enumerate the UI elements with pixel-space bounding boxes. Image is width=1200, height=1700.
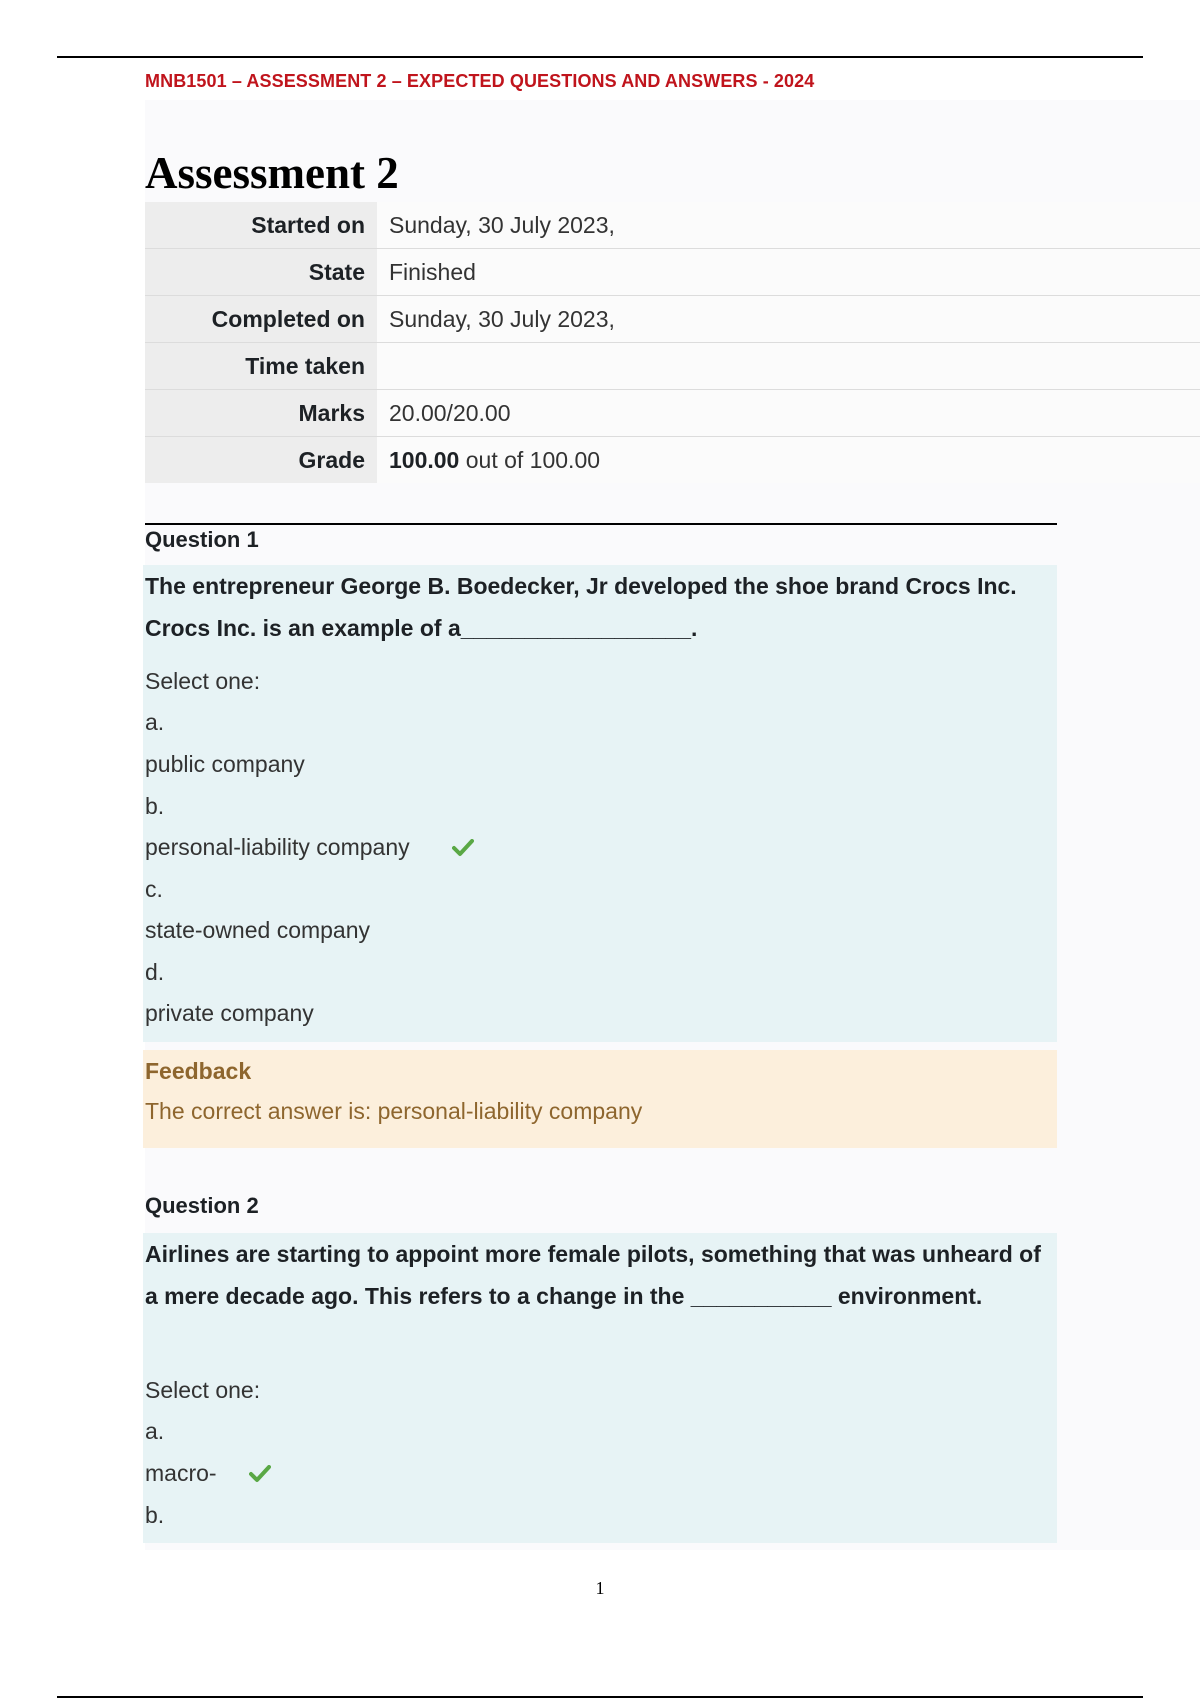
question-1-option-c[interactable]: state-owned company <box>145 917 371 943</box>
question-2-box <box>143 1233 1057 1543</box>
state-value: Finished <box>377 249 1200 295</box>
feedback-title: Feedback <box>145 1058 252 1084</box>
grade-value <box>377 437 1200 483</box>
summary-row-started <box>145 202 1200 249</box>
question-2-option-a-letter: a. <box>145 1418 165 1444</box>
question-1-feedback <box>143 1050 1057 1148</box>
top-rule <box>57 56 1143 58</box>
question-2-text: Airlines are starting to appoint more female pilots, something that was unheard of a mere decade ago. This refers to a change in the ___________ environment. <box>145 1241 1041 1309</box>
page-title: Assessment 2 <box>145 148 399 198</box>
question-1-rule <box>145 523 1057 525</box>
time-taken-value <box>377 343 1200 389</box>
started-on-label: Started on <box>145 202 377 248</box>
grade-label: Grade <box>145 437 377 483</box>
question-1-text: The entrepreneur George B. Boedecker, Jr developed the shoe brand Crocs Inc. Crocs Inc. is an example of a__________________. <box>145 573 1017 641</box>
question-1-option-d-letter: d. <box>145 959 165 985</box>
question-1-box <box>143 565 1057 1042</box>
question-2-option-a[interactable]: macro- <box>145 1460 217 1486</box>
question-1-option-d[interactable]: private company <box>145 1000 314 1026</box>
attempt-summary-table <box>145 202 1200 483</box>
bottom-rule <box>57 1696 1143 1698</box>
question-1-option-a[interactable]: public company <box>145 751 305 777</box>
marks-value: 20.00/20.00 <box>377 390 1200 436</box>
question-1-option-a-letter: a. <box>145 709 165 735</box>
feedback-text: The correct answer is: personal-liability company <box>145 1098 643 1124</box>
correct-check-icon <box>452 839 474 857</box>
correct-check-icon <box>249 1465 271 1483</box>
summary-row-marks <box>145 390 1200 437</box>
summary-row-state <box>145 249 1200 296</box>
question-2-heading: Question 2 <box>145 1193 259 1218</box>
started-on-value: Sunday, 30 July 2023, <box>377 202 1200 248</box>
question-1-option-c-letter: c. <box>145 876 163 902</box>
grade-out-of: out of 100.00 <box>459 447 601 473</box>
completed-on-value: Sunday, 30 July 2023, <box>377 296 1200 342</box>
time-taken-label: Time taken <box>145 343 377 389</box>
question-1-option-b-letter: b. <box>145 793 165 819</box>
grade-score: 100.00 <box>389 447 460 473</box>
document-header: MNB1501 – ASSESSMENT 2 – EXPECTED QUESTIONS AND ANSWERS - 2024 <box>145 71 815 91</box>
question-2-select-label: Select one: <box>145 1377 261 1403</box>
marks-label: Marks <box>145 390 377 436</box>
question-2-option-b-letter: b. <box>145 1502 165 1528</box>
state-label: State <box>145 249 377 295</box>
question-1-select-label: Select one: <box>145 668 261 694</box>
completed-on-label: Completed on <box>145 296 377 342</box>
question-1-heading: Question 1 <box>145 527 259 552</box>
summary-row-completed <box>145 296 1200 343</box>
summary-row-grade <box>145 437 1200 483</box>
summary-row-time <box>145 343 1200 390</box>
page-number: 1 <box>595 1578 605 1598</box>
question-1-option-b[interactable]: personal-liability company <box>145 834 410 860</box>
